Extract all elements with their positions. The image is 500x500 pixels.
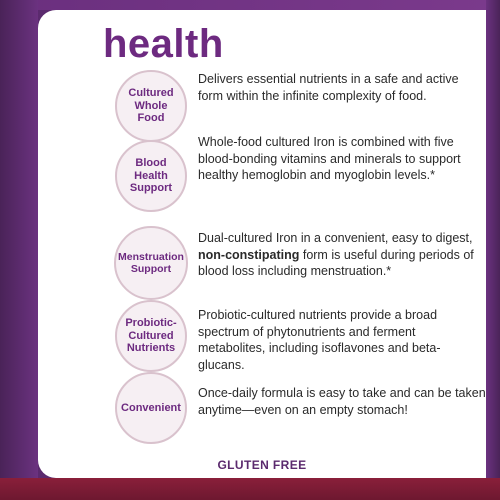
description-emphasis: non-constipating — [198, 247, 300, 262]
badge-probiotic-cultured-nutrients — [115, 300, 187, 372]
badge-label: Menstruation Support — [118, 250, 184, 275]
description-menstruation-support — [198, 230, 486, 280]
badge-label: Cultured Whole Food — [128, 87, 174, 125]
frame-left-band — [0, 0, 38, 500]
description-blood-health-support: Whole-food cultured Iron is combined with five blood-bonding vitamins and minerals to support healthy hemoglobin and myoglobin levels.* — [198, 135, 461, 182]
badge-convenient — [115, 372, 187, 444]
frame-bottom-band — [0, 478, 500, 500]
description-probiotic-cultured-nutrients: Probiotic-cultured nutrients provide a broad spectrum of phytonutrients and ferment metabolites, including isoflavones and beta-glucans. — [198, 308, 441, 372]
description-convenient: Once-daily formula is easy to take and can be taken anytime—even on an empty stomach! — [198, 386, 486, 417]
description-text-end: form is useful during periods of blood loss including menstruation.* — [198, 247, 474, 278]
frame-top-band — [0, 0, 500, 10]
badge-blood-health-support — [115, 140, 187, 212]
badge-menstruation-support — [114, 226, 188, 300]
description-text-start: Dual-cultured Iron in a convenient, easy to digest, — [198, 231, 473, 245]
badge-cultured-whole-food — [115, 70, 187, 142]
badge-label: Convenient — [121, 401, 181, 414]
gluten-free-label: GLUTEN FREE — [217, 458, 307, 472]
description-cultured-whole-food: Delivers essential nutrients in a safe and active form within the infinite complexity of food. — [198, 72, 459, 103]
frame-right-band — [486, 0, 500, 500]
badge-label: Blood Health Support — [129, 157, 173, 195]
section-title: health — [103, 22, 224, 66]
badge-label: Probiotic- Cultured Nutrients — [125, 317, 177, 355]
